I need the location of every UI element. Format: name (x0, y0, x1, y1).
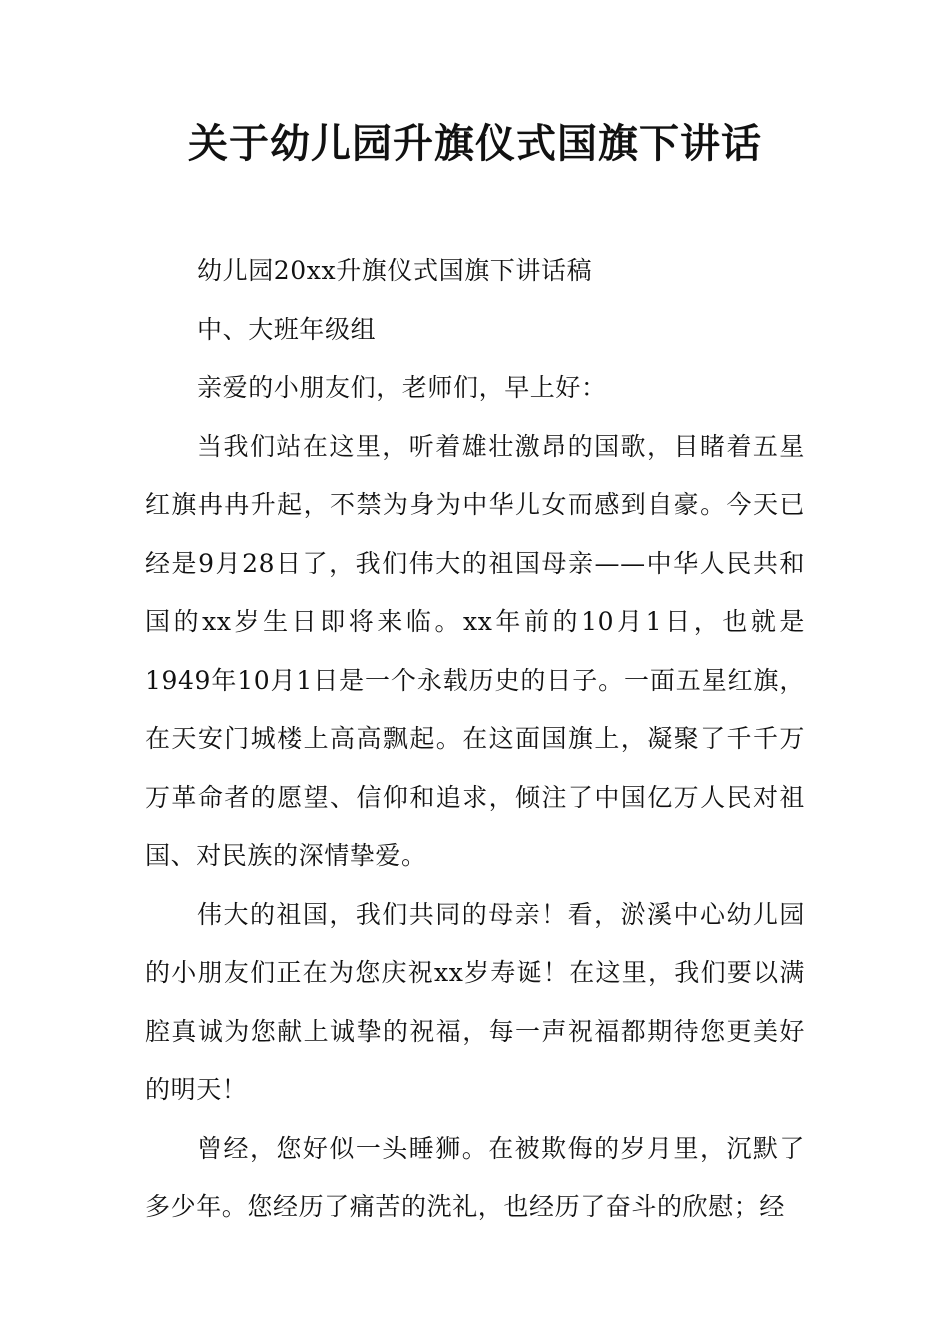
document-body (145, 242, 805, 1237)
paragraph-greeting: 亲爱的小朋友们，老师们，早上好： (197, 373, 607, 402)
paragraph-body-1: 当我们站在这里，听着雄壮激昂的国歌，目睹着五星红旗冉冉升起，不禁为身为中华儿女而感到自豪。今天已经是9月28日了，我们伟大的祖国母亲——中华人民共和国的xx岁生日即将来临。xx年前的10月1日，也就是1949年10月1日是一个永载历史的日子。一面五星红旗，在天安门城楼上高高飘起。在这面国旗上，凝聚了千千万万革命者的愿望、信仰和追求，倾注了中国亿万人民对祖国、对民族的深情挚爱。 (145, 431, 805, 870)
paragraph-body-3: 曾经，您好似一头睡狮。在被欺侮的岁月里，沉默了多少年。您经历了痛苦的洗礼，也经历了奋斗的欣慰；经 (145, 1133, 805, 1221)
document-title: 关于幼儿园升旗仪式国旗下讲话 (188, 121, 762, 167)
paragraph-group: 中、大班年级组 (197, 314, 377, 344)
paragraph-subtitle: 幼儿园20xx升旗仪式国旗下讲话稿 (197, 256, 593, 285)
paragraph-body-2: 伟大的祖国，我们共同的母亲！看，淤溪中心幼儿园的小朋友们正在为您庆祝xx岁寿诞！在这里，我们要以满腔真诚为您献上诚挚的祝福，每一声祝福都期待您更美好的明天！ (145, 899, 805, 1104)
